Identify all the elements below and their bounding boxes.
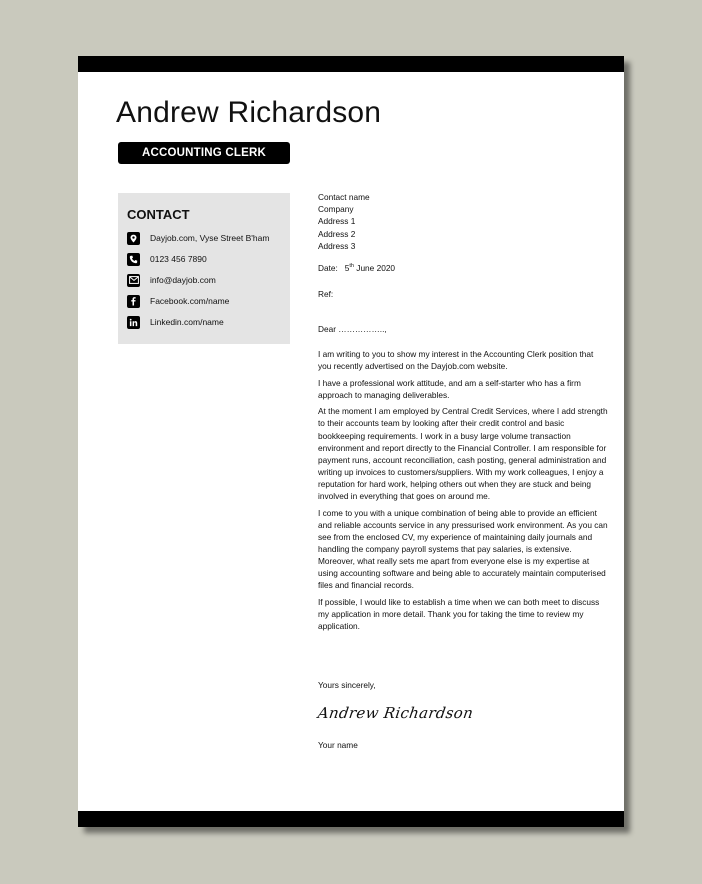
bottom-bar [78, 811, 624, 827]
contact-item-phone [127, 252, 207, 266]
letter-paragraph: At the moment I am employed by Central Credit Services, where I add strength to their accounts team by looking after their credit control and basic bookkeeping requirements. I work in a busy large volume transaction environment and report directly to the Financial Controller. I am responsible for payment runs, account reconciliation, cash posting, general administration and writing up invoices to customers/suppliers. With my work colleagues, I enjoy a reputation for hard work, helping others out when they are stuck and being involved in everything that goes on around me. [318, 406, 608, 502]
top-bar [78, 56, 624, 72]
recipient-line: Address 3 [318, 240, 356, 251]
recipient-line: Contact name [318, 192, 370, 202]
letter-paragraph: If possible, I would like to establish a time when we can both meet to discuss my application in more detail. Thank you for taking the time to review my application. [318, 596, 600, 631]
date-suffix: th [349, 263, 354, 270]
cover-letter-page [78, 56, 624, 827]
contact-heading: CONTACT [127, 207, 190, 222]
recipient-line: Address 1 [318, 216, 356, 227]
letter-paragraph: I come to you with a unique combination of being able to provide an efficient and reliable accounts service in any pressurised work environment. As you can see from the enclosed CV, my experience of maintaining daily journals and handling the company payroll systems that pay salaries, is extensive. Moreover, what really sets me apart from everyone else is my expertise at using accounting software and being able to accurately maintain computerised files and financial records. [318, 507, 608, 591]
facebook-icon [127, 295, 140, 308]
phone-icon [127, 253, 140, 266]
location-pin-icon [127, 232, 140, 245]
closing-line: Yours sincerely, [318, 680, 376, 690]
job-title-badge: ACCOUNTING CLERK [118, 142, 290, 164]
letter-date [318, 263, 395, 273]
contact-item-email [127, 273, 216, 287]
contact-item-address [127, 231, 269, 245]
letter-paragraph: I have a professional work attitude, and am a self-starter who has a firm approach to managing deliverables. [318, 377, 581, 400]
contact-phone-text: 0123 456 7890 [150, 254, 207, 264]
contact-panel [118, 193, 290, 344]
letter-body [318, 348, 608, 637]
applicant-name: Andrew Richardson [116, 96, 382, 129]
recipient-line: Address 2 [318, 228, 356, 239]
email-icon [127, 274, 140, 287]
contact-item-facebook [127, 294, 229, 308]
contact-linkedin-text: Linkedin.com/name [150, 317, 224, 327]
date-label: Date: [318, 263, 338, 273]
contact-email-text: info@dayjob.com [150, 275, 216, 285]
handwritten-signature: Andrew Richardson [316, 704, 475, 722]
recipient-address [318, 191, 370, 252]
date-rest: June 2020 [356, 263, 396, 273]
sign-off-name: Your name [318, 740, 358, 750]
recipient-line: Company [318, 204, 354, 215]
contact-facebook-text: Facebook.com/name [150, 296, 230, 306]
salutation: Dear …………….., [318, 324, 387, 334]
reference-label: Ref: [318, 289, 334, 299]
linkedin-icon [127, 316, 140, 329]
contact-item-linkedin [127, 315, 224, 329]
date-day: 5 [344, 263, 350, 273]
letter-paragraph: I am writing to you to show my interest in the Accounting Clerk position that you recently advertised on the Dayjob.com website. [318, 349, 594, 372]
contact-address-text: Dayjob.com, Vyse Street B'ham [150, 233, 270, 243]
